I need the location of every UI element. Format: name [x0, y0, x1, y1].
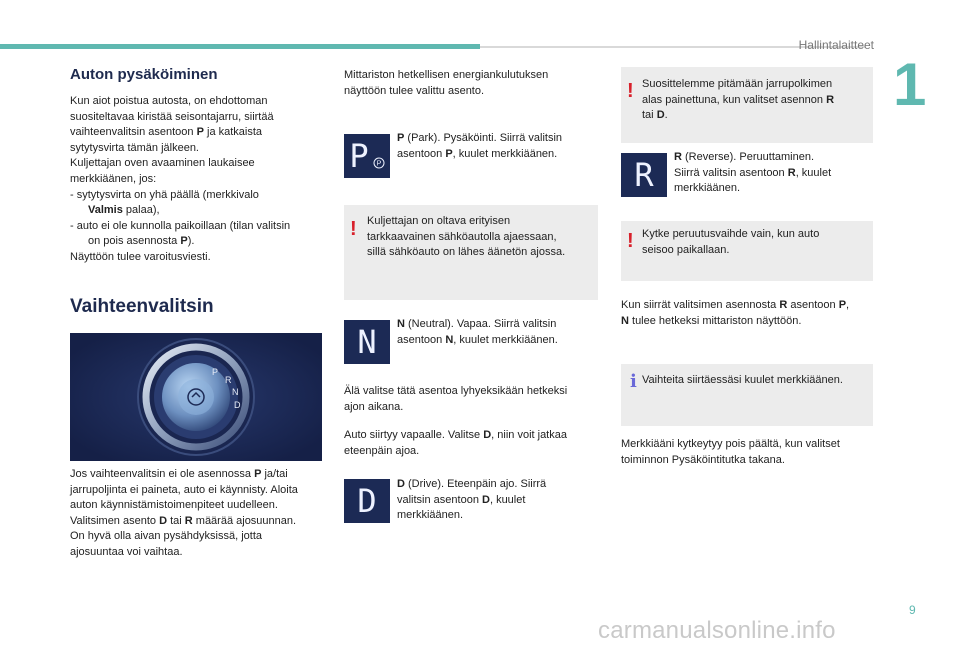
text-line: Jos vaihteenvalitsin ei ole asennossa P ja/tai [70, 468, 288, 480]
gear-knob-illustration [70, 333, 322, 461]
r-to-p-text [621, 298, 881, 329]
text-line: Valitsimen asento D tai R määrää ajosuunnan. [70, 514, 297, 527]
page-number: 9 [909, 603, 916, 617]
text-line: Älä valitse tätä asentoa lyhyeksikään hetkeksi [344, 385, 568, 397]
info-box-beep [621, 364, 873, 426]
knob-label-r: R [225, 375, 232, 385]
text-line: toiminnon Pysäköintitutka takana. [621, 453, 785, 466]
text-line: Vaihteita siirtäessäsi kuulet merkkiäänen. [642, 374, 843, 386]
bullet-item-cont: on pois asennosta P). [88, 235, 195, 248]
text-line: Auto siirtyy vapaalle. Valitse D, niin voit jatkaa [344, 429, 567, 441]
text-line: eteenpäin ajoa. [344, 444, 420, 457]
warning-box-reverse [621, 221, 873, 281]
chapter-number: 1 [893, 51, 927, 118]
text-line: ajosuuntaa voi vaihtaa. [70, 545, 183, 558]
text-line: N tulee hetkeksi mittariston näyttöön. [621, 314, 802, 327]
text-line: tai D. [642, 109, 668, 122]
header-accent-bar [0, 44, 480, 49]
warning-icon: ! [627, 80, 634, 102]
bullet-item-cont: Valmis palaa), [88, 204, 160, 217]
gear-p-icon: P P [344, 134, 390, 178]
text-line: vaihteenvalitsin asentoon P ja katkaista [70, 126, 263, 139]
gear-d-icon: D [344, 479, 390, 523]
text-line: merkkiäänen. [674, 182, 741, 195]
parking-text [70, 94, 330, 266]
text-line: ajon aikana. [344, 400, 404, 413]
knob-label-n: N [232, 387, 239, 397]
gear-n-description [397, 317, 597, 348]
text-line: P (Park). Pysäköinti. Siirrä valitsin [397, 132, 563, 144]
text-line: Kuljettajan oven avaaminen laukaisee [70, 157, 255, 170]
text-line: merkkiäänen, jos: [70, 172, 157, 185]
text-line: On hyvä olla aivan pysähdyksissä, jotta [70, 530, 262, 543]
gear-selector-text [70, 467, 332, 561]
text-line: Kuljettajan on oltava erityisen [367, 215, 511, 227]
text-line: asentoon N, kuulet merkkiäänen. [397, 333, 558, 346]
intro-text [344, 68, 604, 99]
knob-label-p: P [212, 367, 219, 377]
text-line: sytytysvirta tämän jälkeen. [70, 141, 199, 154]
gear-n-icon: N [344, 320, 390, 364]
text-line: sillä sähköauto on lähes äänetön ajossa. [367, 246, 566, 259]
svg-text:P: P [376, 160, 381, 168]
text-line: Näyttöön tulee varoitusviesti. [70, 250, 211, 263]
park-brake-icon [373, 157, 385, 169]
text-line: jarrupoljinta ei paineta, auto ei käynnisty. Aloita [70, 483, 298, 496]
text-line: merkkiäänen. [397, 509, 464, 522]
warning-box-silent-ev [344, 205, 598, 300]
section-title-gear-selector: Vaihteenvalitsin [70, 296, 214, 317]
watermark: carmanualsonline.info [598, 617, 836, 644]
text-line: seisoo paikallaan. [642, 243, 730, 256]
warning-box-brake [621, 67, 873, 143]
text-line: alas painettuna, kun valitset asennon R [642, 93, 835, 106]
text-line: valitsin asentoon D, kuulet [397, 493, 526, 506]
text-line: näyttöön tulee valittu asento. [344, 84, 485, 97]
warning-icon: ! [350, 218, 357, 240]
bullet-item: - sytytysvirta on yhä päällä (merkkivalo [70, 188, 259, 201]
text-line: asentoon P, kuulet merkkiäänen. [397, 147, 558, 160]
knob-label-d: D [234, 400, 241, 410]
info-icon: i [630, 371, 637, 392]
beep-off-text [621, 437, 881, 468]
text-line: tarkkaavainen sähköautolla ajaessaan, [367, 230, 557, 243]
section-title-parking: Auton pysäköiminen [70, 66, 218, 83]
bullet-item: - auto ei ole kunnolla paikoillaan (tilan valitsin [70, 219, 291, 232]
gear-p-description [397, 131, 597, 162]
chapter-title: Hallintalaitteet [798, 38, 874, 52]
text-line: Suosittelemme pitämään jarrupolkimen [642, 78, 833, 90]
text-line: auton käynnistämistoimenpiteet uudelleen. [70, 499, 278, 512]
text-line: Kun aiot poistua autosta, on ehdottoman [70, 95, 268, 107]
text-line: Siirrä valitsin asentoon R, kuulet [674, 166, 832, 179]
text-line: D (Drive). Eteenpäin ajo. Siirrä [397, 478, 547, 490]
text-line: suositeltavaa kiristää seisontajarru, siirtää [70, 110, 274, 123]
gear-r-description [674, 150, 874, 197]
text-line: Kun siirrät valitsimen asennosta R asentoon P, [621, 299, 850, 311]
text-line: Merkkiääni kytkeytyy pois päältä, kun valitset [621, 438, 840, 450]
text-line: N (Neutral). Vapaa. Siirrä valitsin [397, 318, 557, 330]
gear-d-description [397, 477, 597, 524]
text-line: Kytke peruutusvaihde vain, kun auto [642, 228, 820, 240]
text-line: R (Reverse). Peruuttaminen. [674, 151, 815, 163]
neutral-note [344, 384, 604, 415]
gear-r-icon: R [621, 153, 667, 197]
gear-selector-image [70, 333, 322, 461]
text-line: Mittariston hetkellisen energiankulutuksen [344, 69, 549, 81]
warning-icon: ! [627, 230, 634, 252]
neutral-note-2 [344, 428, 604, 459]
